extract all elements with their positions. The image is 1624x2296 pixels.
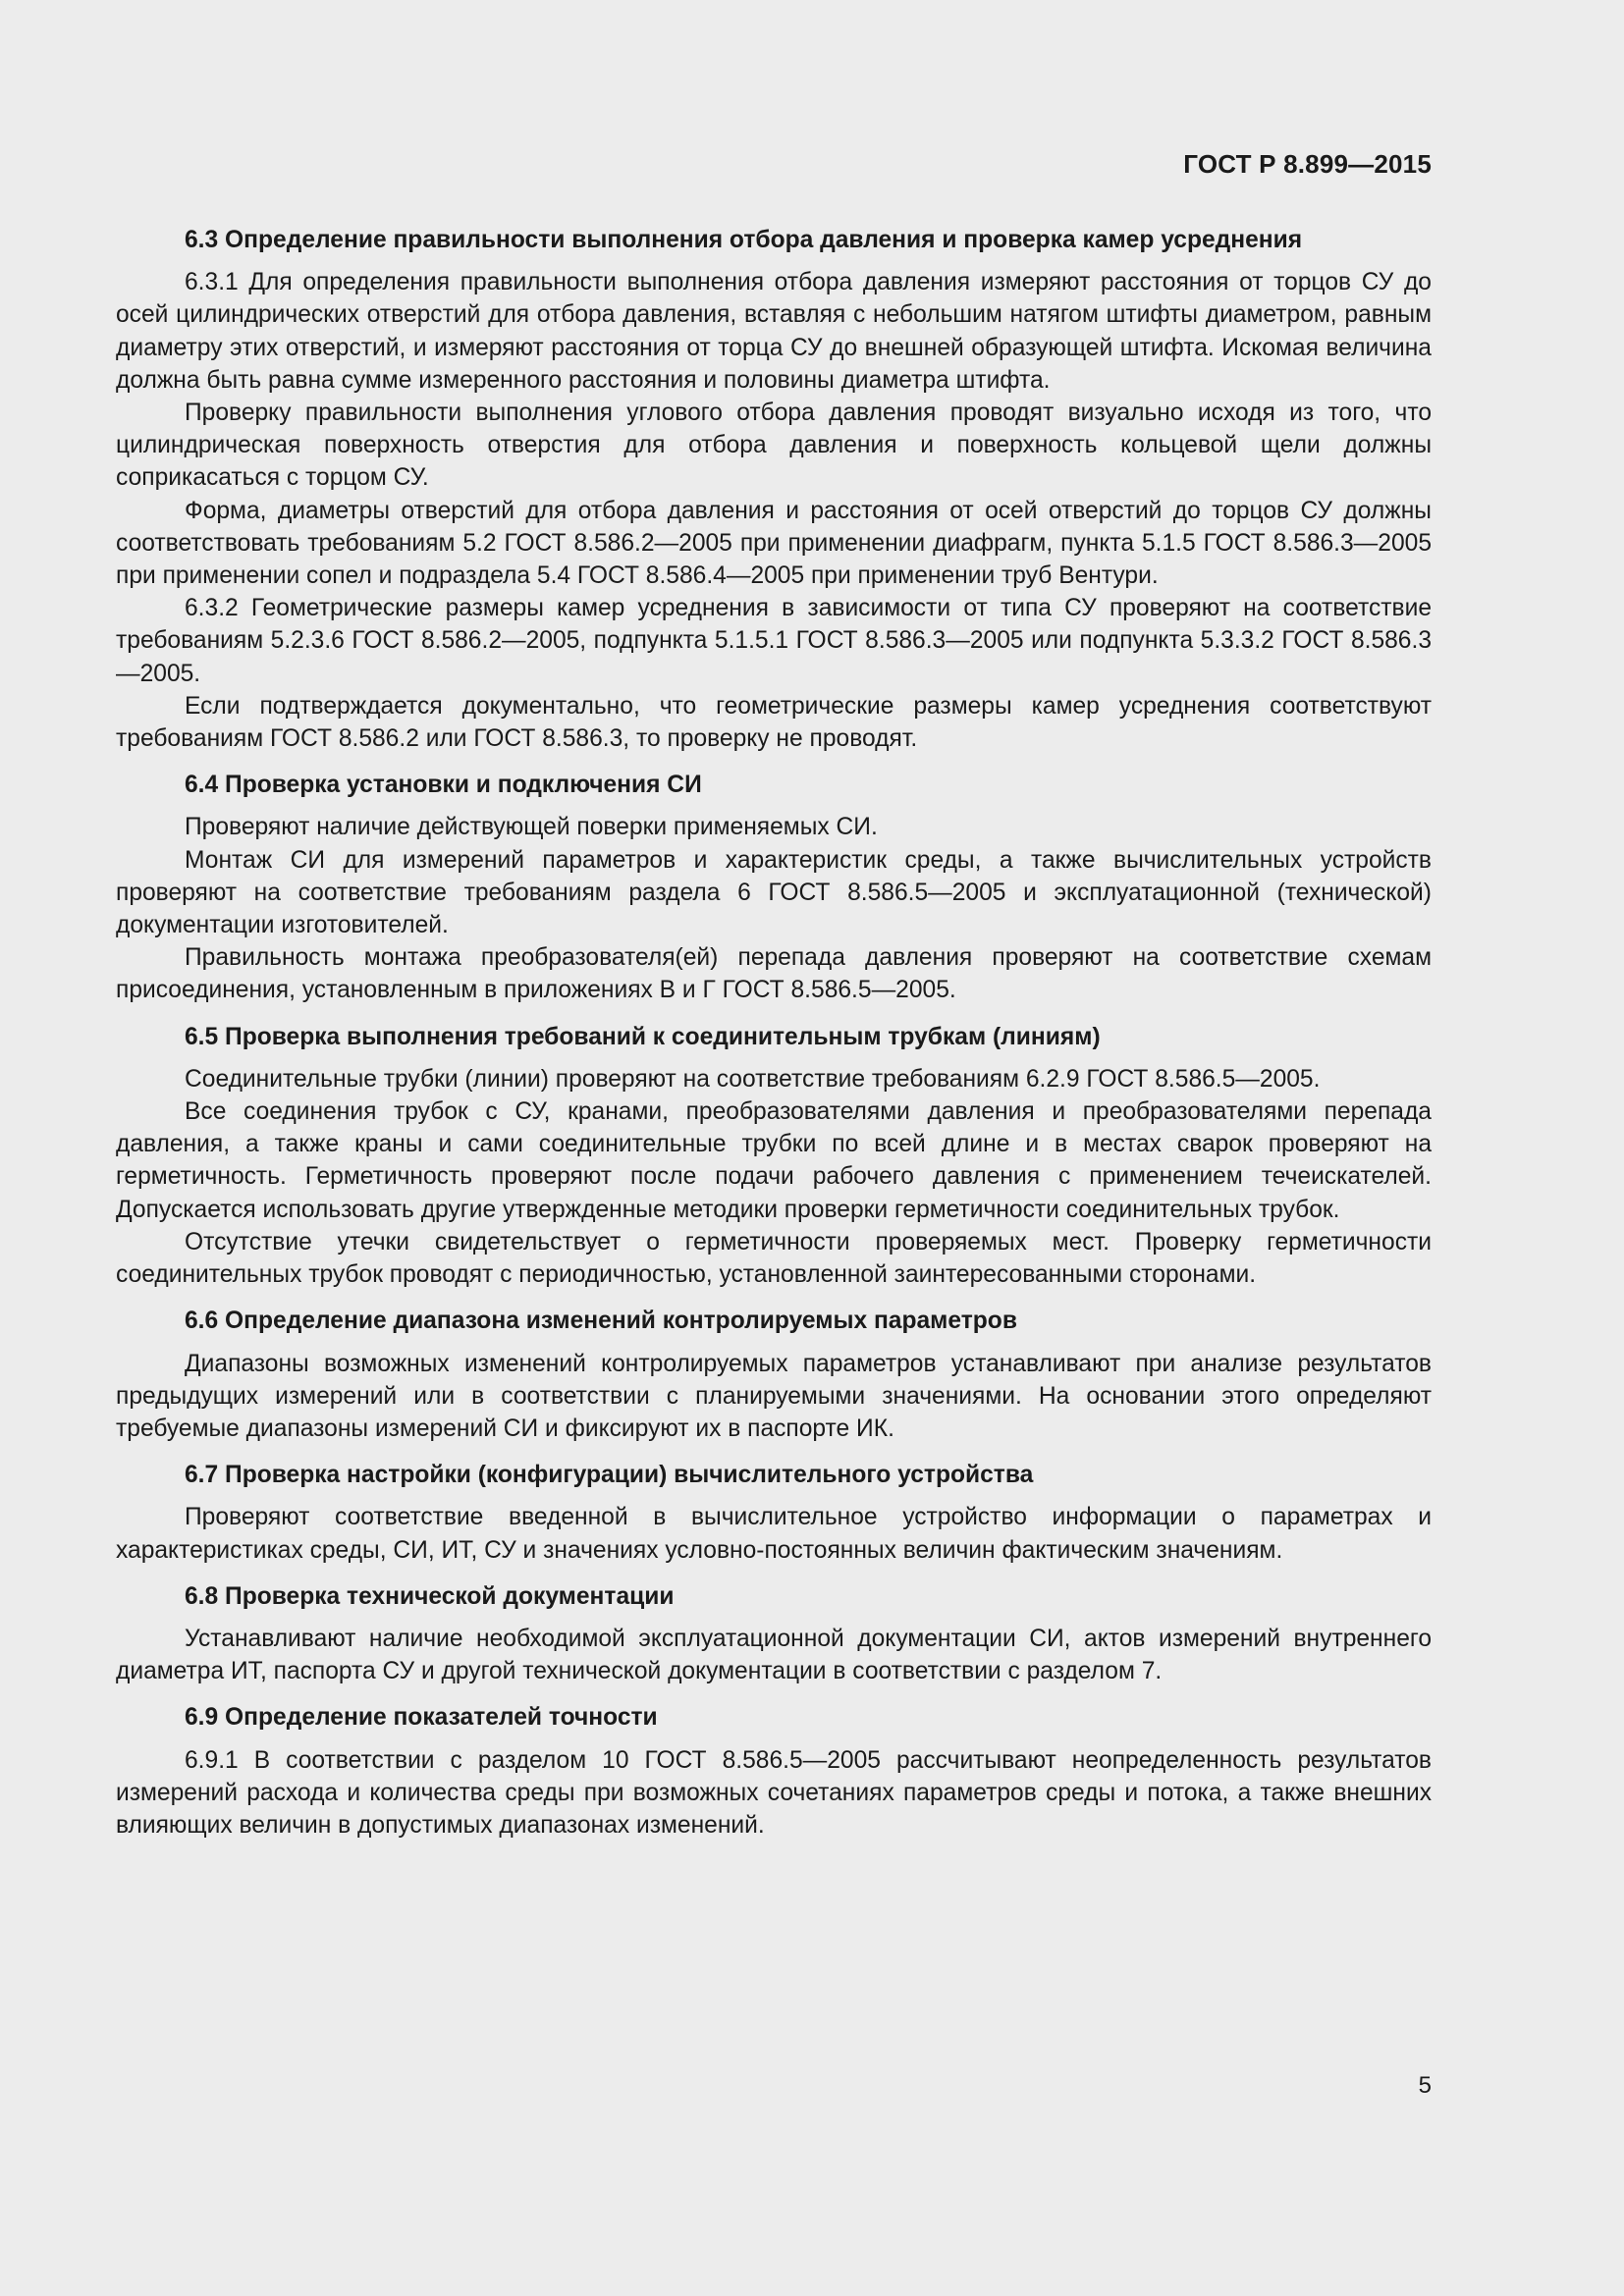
paragraph: Монтаж СИ для измерений параметров и характеристик среды, а также вычислительных устройств проверяют на соответствие требованиям раздела 6 ГОСТ 8.586.5—2005 и эксплуатационной (технической) документации изготовителей. (116, 846, 1432, 939)
section-heading: 6.4 Проверка установки и подключения СИ (185, 772, 702, 799)
section-6-6 (116, 1305, 1432, 1445)
paragraph: Проверяют соответствие введенной в вычислительное устройство информации о параметрах и характеристиках среды, СИ, ИТ, СУ и значениях условно-постоянных величин фактическим значениям. (116, 1504, 1432, 1564)
document-page (116, 0, 1432, 2296)
paragraph: Диапазоны возможных изменений контролируемых параметров устанавливают при анализе результатов предыдущих измерений или в соответствии с планируемыми значениями. На основании этого определяют требуемые диапазоны измерений СИ и фиксируют их в паспорте ИК. (116, 1350, 1432, 1442)
section-6-5 (116, 1021, 1432, 1292)
section-heading: 6.9 Определение показателей точности (185, 1704, 658, 1732)
paragraph: 6.3.2 Геометрические размеры камер усреднения в зависимости от типа СУ проверяют на соответствие требованиям 5.2.3.6 ГОСТ 8.586.2—2005, подпункта 5.1.5.1 ГОСТ 8.586.3—2005 или подпункта 5.3.3.2 ГОСТ 8.586.3—2005. (116, 595, 1432, 687)
paragraph: Все соединения трубок с СУ, кранами, преобразователями давления и преобразователями перепада давления, а также краны и сами соединительные трубки по всей длине и в местах сварок проверяют на герметичность. Герметичность проверяют после подачи рабочего давления с применением течеискателей. Допускается использовать другие утвержденные методики проверки герметичности соединительных трубок. (116, 1098, 1432, 1223)
document-code-header: ГОСТ Р 8.899—2015 (1183, 149, 1432, 179)
section-heading: 6.7 Проверка настройки (конфигурации) вычислительного устройства (185, 1462, 1034, 1489)
page-number: 5 (1418, 2072, 1432, 2099)
paragraph: 6.3.1 Для определения правильности выполнения отбора давления измеряют расстояния от торцов СУ до осей цилиндрических отверстий для отбора давления, вставляя с небольшим натягом штифты диаметром, равным диаметру этих отверстий, и измеряют расстояния от торца СУ до внешней образующей штифта. Искомая величина должна быть равна сумме измеренного расстояния и половины диаметра штифта. (116, 269, 1432, 394)
section-heading: 6.6 Определение диапазона изменений контролируемых параметров (185, 1308, 1017, 1335)
paragraph: Проверяют наличие действующей поверки применяемых СИ. (185, 814, 878, 841)
paragraph: 6.9.1 В соответствии с разделом 10 ГОСТ 8.586.5—2005 рассчитывают неопределенность результатов измерений расхода и количества среды при возможных сочетаниях параметров среды и потока, а также внешних влияющих величин в допустимых диапазонах изменений. (116, 1746, 1432, 1839)
paragraph: Отсутствие утечки свидетельствует о герметичности проверяемых мест. Проверку герметичности соединительных трубок проводят с периодичностью, установленной заинтересованными сторонами. (116, 1228, 1432, 1289)
section-6-3 (116, 224, 1432, 755)
paragraph: Если подтверждается документально, что геометрические размеры камер усреднения соответствуют требованиям ГОСТ 8.586.2 или ГОСТ 8.586.3, то проверку не проводят. (116, 692, 1432, 753)
section-heading: 6.8 Проверка технической документации (185, 1582, 675, 1610)
section-6-7 (116, 1459, 1432, 1567)
paragraph: Соединительные трубки (линии) проверяют на соответствие требованиям 6.2.9 ГОСТ 8.586.5—2005. (185, 1065, 1321, 1093)
section-6-4 (116, 769, 1432, 1006)
paragraph: Проверку правильности выполнения углового отбора давления проводят визуально исходя из того, что цилиндрическая поверхность отверстия для отбора давления и поверхность кольцевой щели должны соприкасаться с торцом СУ. (116, 400, 1432, 492)
paragraph: Форма, диаметры отверстий для отбора давления и расстояния от осей отверстий до торцов СУ должны соответствовать требованиям 5.2 ГОСТ 8.586.2—2005 при применении диафрагм, пункта 5.1.5 ГОСТ 8.586.3—2005 при применении сопел и подраздела 5.4 ГОСТ 8.586.4—2005 при применении труб Вентури. (116, 497, 1432, 590)
section-6-9 (116, 1701, 1432, 1842)
paragraph: Правильность монтажа преобразователя(ей) перепада давления проверяют на соответствие схемам присоединения, установленным в приложениях В и Г ГОСТ 8.586.5—2005. (116, 944, 1432, 1004)
section-6-8 (116, 1580, 1432, 1688)
section-heading: 6.3 Определение правильности выполнения отбора давления и проверка камер усреднения (185, 227, 1303, 253)
paragraph: Устанавливают наличие необходимой эксплуатационной документации СИ, актов измерений внутреннего диаметра ИТ, паспорта СУ и другой технической документации в соответствии с разделом 7. (116, 1625, 1432, 1685)
section-heading: 6.5 Проверка выполнения требований к соединительным трубкам (линиям) (185, 1023, 1101, 1050)
document-body (116, 224, 1432, 1855)
